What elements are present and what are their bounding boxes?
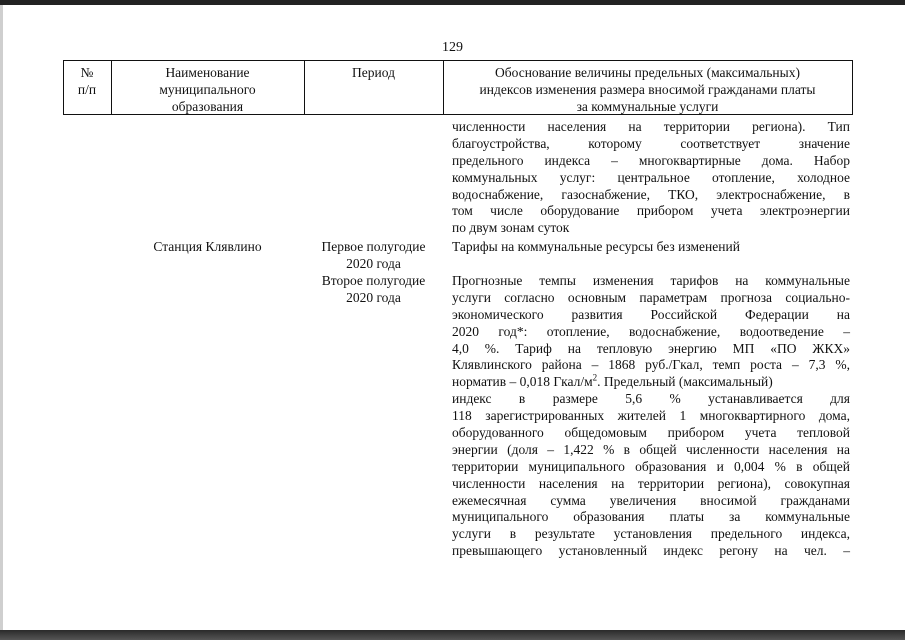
text-line-with-superscript [452, 374, 850, 391]
text-line: муниципального образования платы за коммунальные [452, 509, 850, 525]
text-line-tail: . Предельный (максимальный) [597, 374, 773, 390]
text-line: превышающего установленный индекс регону на чел. – [452, 543, 850, 559]
scan-border-top [0, 0, 905, 5]
text-line: коммунальных услуг: центральное отопление, холодное [452, 169, 850, 185]
superscript: 2 [592, 372, 598, 383]
header-number [63, 64, 111, 98]
text-line-start: норматив – 0,018 Гкал/м [452, 374, 593, 390]
header-basis-line: Обоснование величины предельных (максимальных) [495, 65, 800, 80]
period-second-half [304, 273, 443, 307]
table-top-border [63, 60, 853, 61]
text-line: энергии (доля – 1,422 % в общей численности населения на [452, 441, 850, 457]
text-line: индекс в размере 5,6 % устанавливается для [452, 391, 850, 407]
text-line: услуги в результате установления предельного индекса, [452, 526, 850, 542]
text-line: 4,0 %. Тариф на тепловую энергию МП «ПО ЖКХ» [452, 340, 850, 356]
continued-paragraph [452, 119, 850, 237]
period-line: Первое полугодие [321, 239, 426, 254]
header-basis-line: за коммунальные услуги [576, 99, 719, 114]
header-basis-line: индексов изменения размера вносимой гражданами платы [479, 82, 816, 97]
period-first-half-basis: Тарифы на коммунальные ресурсы без изменений [452, 239, 740, 254]
municipality-name: Станция Клявлино [153, 239, 262, 254]
period-first-half [304, 239, 443, 273]
text-line: том числе оборудование прибором учета электроэнергии [452, 203, 850, 219]
text-line: экономического развития Российской Федерации на [452, 306, 850, 322]
text-line: Прогнозные темпы изменения тарифов на коммунальные [452, 273, 850, 288]
text-line: услуги согласно основным параметрам прогноза социально- [452, 289, 850, 305]
text-line: численности населения на территории региона). Тип [452, 119, 850, 134]
period-second-half-basis [452, 273, 850, 560]
header-municipality-line: муниципального [159, 82, 256, 97]
text-line: водоснабжение, газоснабжение, ТКО, электроснабжение, в [452, 186, 850, 202]
text-fragment [452, 374, 773, 391]
text-line: по двум зонам суток [452, 220, 570, 236]
scan-border-bottom [0, 630, 905, 640]
text-line: территории муниципального образования и 0,004 % в общей [452, 458, 850, 474]
header-number-line: п/п [77, 82, 97, 97]
text-line: численности населения на территории региона), совокупная [452, 475, 850, 491]
header-period [304, 64, 443, 81]
text-line: ежемесячная сумма увеличения вносимой гражданами [452, 492, 850, 508]
header-period-line: Период [352, 65, 395, 80]
table-right-border [852, 60, 853, 115]
period-line: Второе полугодие [321, 273, 426, 288]
text-line: предельного индекса – многоквартирные дома. Набор [452, 152, 850, 168]
text-line: 2020 год*: отопление, водоснабжение, водоотведение – [452, 323, 850, 339]
period-line: 2020 года [346, 289, 401, 305]
header-number-line: № [80, 65, 94, 80]
text-line: благоустройства, которому соответствует значение [452, 135, 850, 151]
header-municipality-line: Наименование [165, 65, 250, 80]
scan-border-left [0, 5, 3, 635]
header-municipality [111, 64, 304, 115]
header-municipality-line: образования [171, 99, 244, 114]
header-basis [443, 64, 852, 115]
page-number: 129 [442, 40, 463, 55]
text-line: 118 зарегистрированных жителей 1 многоквартирного дома, [452, 408, 850, 424]
period-line: 2020 года [346, 255, 401, 271]
text-line: Клявлинского района – 1868 руб./Гкал, темп роста – 7,3 %, [452, 357, 850, 373]
text-line: оборудованного общедомовым прибором учета тепловой [452, 425, 850, 441]
